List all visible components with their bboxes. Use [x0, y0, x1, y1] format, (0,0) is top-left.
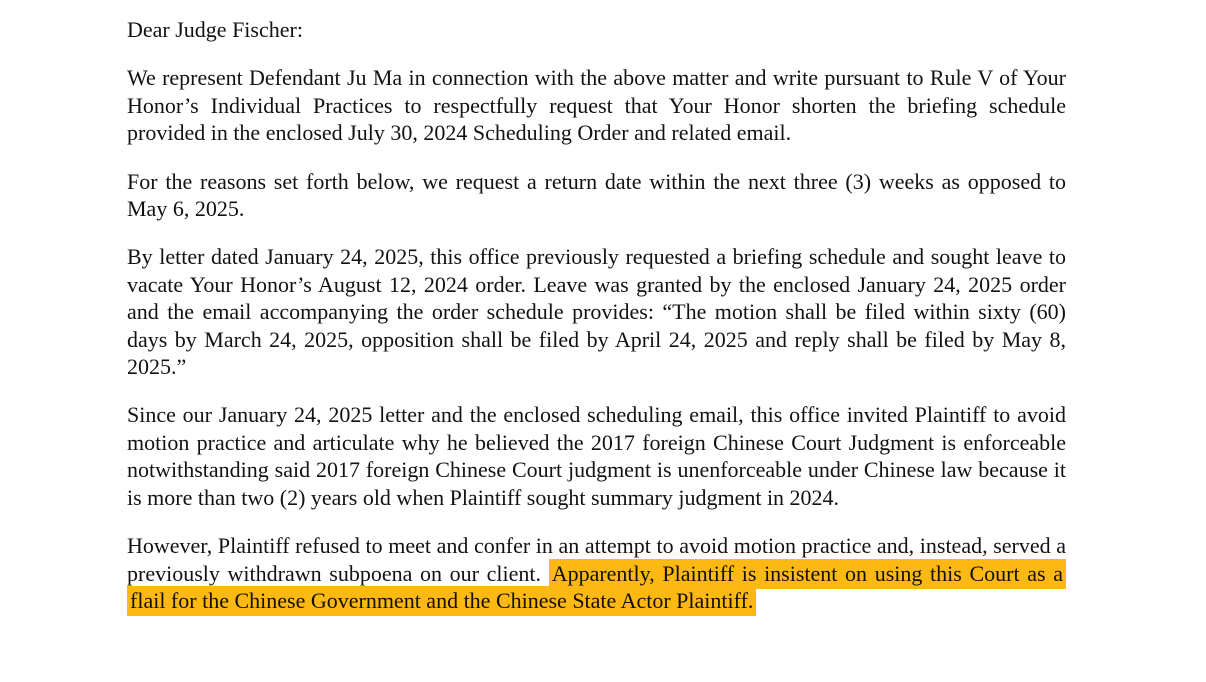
- highlighted-sentence: Apparently, Plaintiff is insistent on using this Court as a flail for the Chinese Government and the Chinese State Actor Plaintiff.: [127, 559, 1066, 616]
- paragraph-return-date-request: For the reasons set forth below, we request a return date within the next three (3) weeks as opposed to May 6, 2025.: [127, 168, 1066, 222]
- paragraph-plaintiff-refusal: [127, 532, 1066, 614]
- paragraph-invitation-to-avoid-motion: Since our January 24, 2025 letter and the enclosed scheduling email, this office invited Plaintiff to avoid motion practice and articulate why he believed the 2017 foreign Chinese Court Judgment is enforceable notwithstanding said 2017 foreign Chinese Court judgment is unenforceable under Chinese law because it is more than two (2) years old when Plaintiff sought summary judgment in 2024.: [127, 402, 1066, 510]
- final-paragraph-text: However, Plaintiff refused to meet and confer in an attempt to avoid motion practice and, instead, served a previously withdrawn subpoena on our client.: [127, 533, 1066, 586]
- salutation: Dear Judge Fischer:: [127, 17, 303, 42]
- paragraph-briefing-schedule-history: By letter dated January 24, 2025, this office previously requested a briefing schedule and sought leave to vacate Your Honor’s August 12, 2024 order. Leave was granted by the enclosed January 24, 2025 order and the email accompanying the order schedule provides: “The motion shall be filed within sixty (60) days by March 24, 2025, opposition shall be filed by April 24, 2025 and reply shall be filed by May 8, 2025.”: [127, 244, 1066, 380]
- paragraph-request-shorten-schedule: We represent Defendant Ju Ma in connection with the above matter and write pursuant to Rule V of Your Honor’s Individual Practices to respectfully request that Your Honor shorten the briefing schedule provided in the enclosed July 30, 2024 Scheduling Order and related email.: [127, 65, 1066, 146]
